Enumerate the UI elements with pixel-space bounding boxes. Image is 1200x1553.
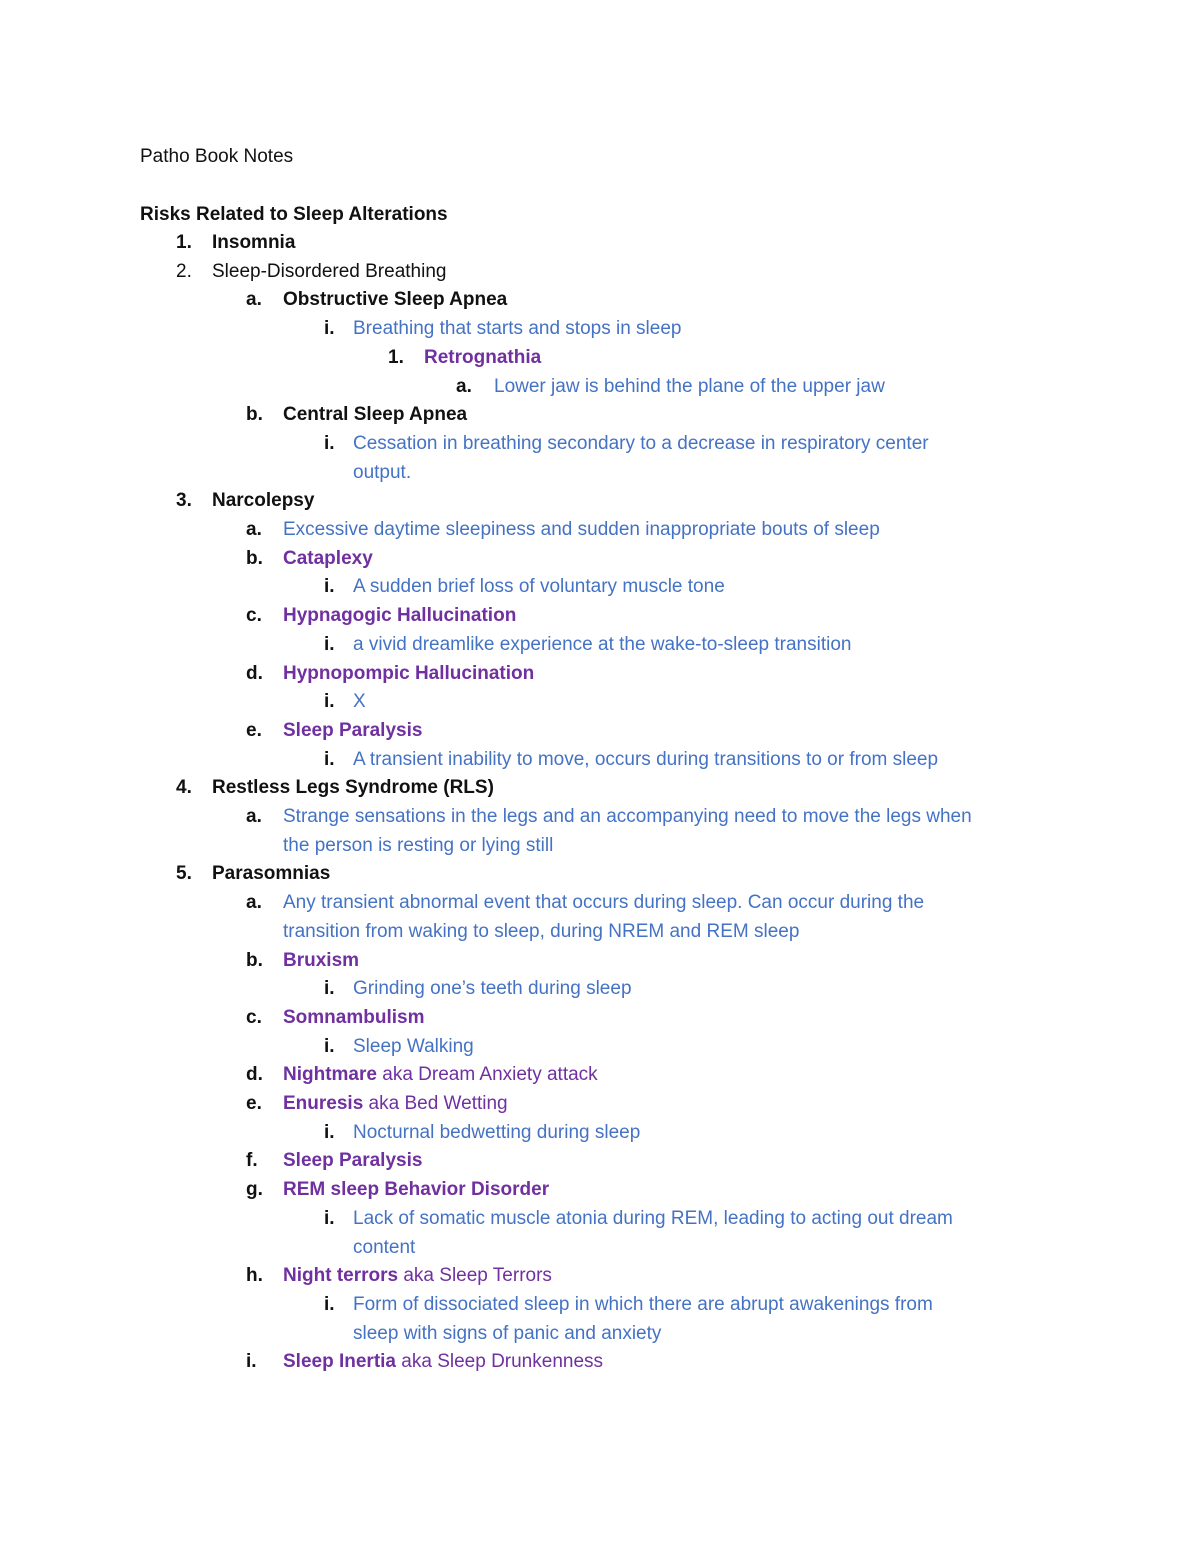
list-item bbox=[494, 372, 885, 401]
list-item bbox=[283, 802, 972, 831]
list-item bbox=[353, 687, 366, 716]
list-marker: 1. bbox=[388, 347, 404, 368]
list-item bbox=[283, 946, 359, 975]
list-marker: i. bbox=[324, 1208, 335, 1229]
list-item-text: Narcolepsy bbox=[212, 490, 315, 511]
list-item-text: transition from waking to sleep, during NREM and REM sleep bbox=[283, 921, 800, 942]
document-title: Patho Book Notes bbox=[140, 146, 294, 167]
list-item-text: Parasomnias bbox=[212, 863, 331, 884]
list-marker: i. bbox=[324, 576, 335, 597]
list-item-text: content bbox=[353, 1237, 416, 1258]
list-marker: i. bbox=[324, 1122, 335, 1143]
list-item bbox=[283, 1146, 422, 1175]
list-item-text: Sleep Paralysis bbox=[283, 720, 423, 741]
list-item-text: sleep with signs of panic and anxiety bbox=[353, 1323, 662, 1344]
list-item bbox=[424, 343, 541, 372]
list-item-text: Nightmare bbox=[283, 1064, 377, 1085]
list-item-text: output. bbox=[353, 462, 412, 483]
list-marker: a. bbox=[456, 376, 472, 397]
list-item-text: Sleep Paralysis bbox=[283, 1150, 423, 1171]
list-item-text: Restless Legs Syndrome (RLS) bbox=[212, 777, 494, 798]
list-marker: i. bbox=[246, 1351, 257, 1372]
list-item-text: Breathing that starts and stops in sleep bbox=[353, 318, 682, 339]
list-marker: b. bbox=[246, 950, 263, 971]
list-marker: i. bbox=[324, 318, 335, 339]
list-marker: 2. bbox=[176, 261, 192, 282]
list-item-text: X bbox=[353, 691, 366, 712]
list-item-text: aka Dream Anxiety attack bbox=[376, 1064, 598, 1085]
list-marker: i. bbox=[324, 433, 335, 454]
list-marker: i. bbox=[324, 978, 335, 999]
list-item bbox=[283, 917, 799, 946]
list-item bbox=[353, 1290, 933, 1319]
list-item-text: A transient inability to move, occurs during transitions to or from sleep bbox=[353, 749, 939, 770]
list-item bbox=[353, 1233, 415, 1262]
list-item-text: Excessive daytime sleepiness and sudden inappropriate bouts of sleep bbox=[283, 519, 880, 540]
list-marker: a. bbox=[246, 806, 262, 827]
list-item bbox=[283, 831, 553, 860]
list-item-text: Central Sleep Apnea bbox=[283, 404, 468, 425]
list-marker: 3. bbox=[176, 490, 192, 511]
list-item-text: aka Sleep Terrors bbox=[398, 1265, 552, 1286]
list-marker: a. bbox=[246, 892, 262, 913]
list-marker: f. bbox=[246, 1150, 258, 1171]
list-item bbox=[283, 659, 534, 688]
list-item bbox=[212, 486, 314, 515]
list-marker: a. bbox=[246, 289, 262, 310]
list-item bbox=[212, 257, 446, 286]
list-item bbox=[283, 285, 507, 314]
list-item bbox=[283, 1060, 598, 1089]
list-item-text: Enuresis bbox=[283, 1093, 364, 1114]
list-marker: g. bbox=[246, 1179, 263, 1200]
list-item bbox=[283, 400, 467, 429]
list-item-text: Cessation in breathing secondary to a decrease in respiratory center bbox=[353, 433, 929, 454]
list-item bbox=[212, 773, 494, 802]
list-item-text: Lower jaw is behind the plane of the upper jaw bbox=[494, 376, 885, 397]
list-item bbox=[353, 974, 632, 1003]
list-marker: c. bbox=[246, 1007, 262, 1028]
list-marker: 1. bbox=[176, 232, 192, 253]
list-marker: b. bbox=[246, 404, 263, 425]
list-marker: d. bbox=[246, 1064, 263, 1085]
list-marker: e. bbox=[246, 1093, 262, 1114]
list-item bbox=[283, 1089, 508, 1118]
list-item-text: the person is resting or lying still bbox=[283, 835, 554, 856]
list-item-text: Cataplexy bbox=[283, 548, 373, 569]
list-item bbox=[283, 888, 924, 917]
list-item-text: Strange sensations in the legs and an accompanying need to move the legs when bbox=[283, 806, 972, 827]
list-marker: i. bbox=[324, 634, 335, 655]
list-item-text: Hypnagogic Hallucination bbox=[283, 605, 517, 626]
list-item bbox=[283, 1175, 549, 1204]
list-marker: i. bbox=[324, 691, 335, 712]
list-item bbox=[353, 314, 681, 343]
list-item bbox=[353, 1032, 474, 1061]
list-marker: c. bbox=[246, 605, 262, 626]
list-item bbox=[283, 1261, 552, 1290]
list-item-text: A sudden brief loss of voluntary muscle tone bbox=[353, 576, 725, 597]
list-item bbox=[283, 716, 422, 745]
list-item-text: REM sleep Behavior Disorder bbox=[283, 1179, 550, 1200]
list-marker: d. bbox=[246, 663, 263, 684]
list-item bbox=[283, 1003, 424, 1032]
list-item bbox=[353, 1118, 640, 1147]
list-item-text: Form of dissociated sleep in which there are abrupt awakenings from bbox=[353, 1294, 933, 1315]
list-item bbox=[283, 601, 516, 630]
list-item-text: Obstructive Sleep Apnea bbox=[283, 289, 508, 310]
list-item-text: Nocturnal bedwetting during sleep bbox=[353, 1122, 641, 1143]
list-item bbox=[353, 1204, 953, 1233]
list-item-text: Insomnia bbox=[212, 232, 296, 253]
list-item-text: Somnambulism bbox=[283, 1007, 425, 1028]
list-marker: 4. bbox=[176, 777, 192, 798]
list-marker: i. bbox=[324, 1294, 335, 1315]
list-item-text: Sleep Walking bbox=[353, 1036, 474, 1057]
list-marker: b. bbox=[246, 548, 263, 569]
list-item-text: Retrognathia bbox=[424, 347, 542, 368]
list-item bbox=[212, 228, 295, 257]
list-item bbox=[353, 572, 725, 601]
list-item-text: Night terrors bbox=[283, 1265, 399, 1286]
list-marker: a. bbox=[246, 519, 262, 540]
list-item-text: Sleep Inertia bbox=[283, 1351, 396, 1372]
list-item-text: Sleep-Disordered Breathing bbox=[212, 261, 447, 282]
list-item bbox=[283, 515, 880, 544]
list-item-text: aka Bed Wetting bbox=[363, 1093, 508, 1114]
list-item-text: Grinding one’s teeth during sleep bbox=[353, 978, 632, 999]
list-item bbox=[353, 1319, 661, 1348]
section-heading: Risks Related to Sleep Alterations bbox=[140, 204, 448, 225]
list-marker: i. bbox=[324, 1036, 335, 1057]
list-item bbox=[283, 1347, 603, 1376]
list-item-text: Bruxism bbox=[283, 950, 360, 971]
list-item-text: Hypnopompic Hallucination bbox=[283, 663, 535, 684]
list-item bbox=[353, 458, 411, 487]
list-marker: e. bbox=[246, 720, 262, 741]
list-item bbox=[353, 745, 938, 774]
list-item-text: Any transient abnormal event that occurs during sleep. Can occur during the bbox=[283, 892, 925, 913]
list-item-text: a vivid dreamlike experience at the wake-to-sleep transition bbox=[353, 634, 852, 655]
list-item bbox=[283, 544, 373, 573]
list-marker: 5. bbox=[176, 863, 192, 884]
list-marker: i. bbox=[324, 749, 335, 770]
list-item bbox=[353, 429, 929, 458]
list-item bbox=[212, 859, 330, 888]
list-item-text: Lack of somatic muscle atonia during REM, leading to acting out dream bbox=[353, 1208, 953, 1229]
list-item-text: aka Sleep Drunkenness bbox=[396, 1351, 604, 1372]
list-marker: h. bbox=[246, 1265, 263, 1286]
list-item bbox=[353, 630, 851, 659]
